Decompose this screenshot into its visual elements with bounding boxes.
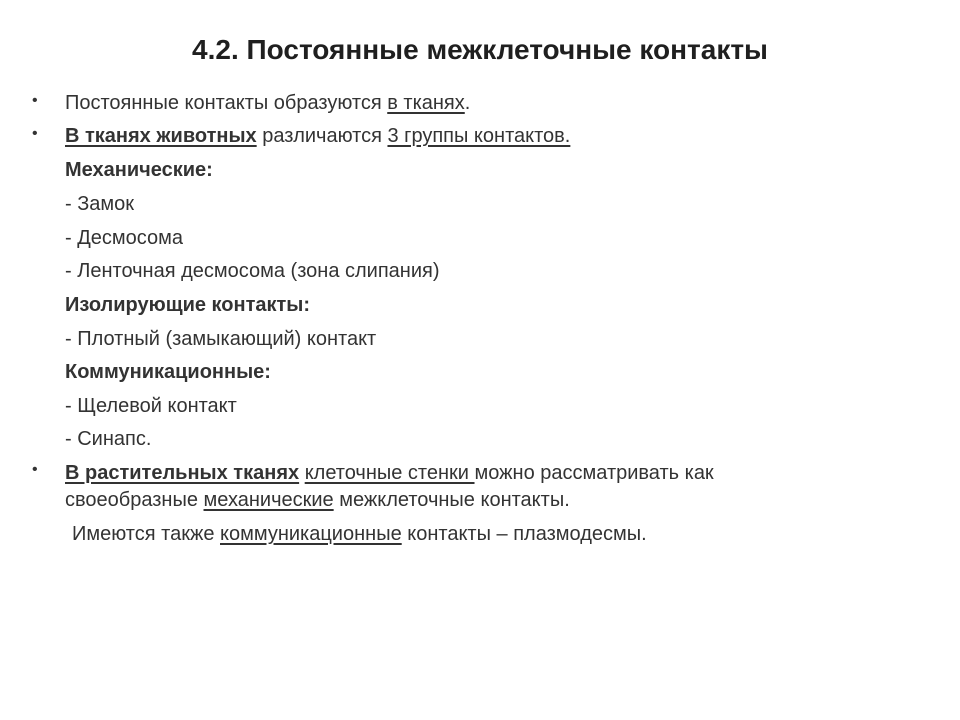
slide-title: 4.2. Постоянные межклеточные контакты (192, 34, 768, 65)
bullet-3-underlined: клеточные стенки (304, 462, 475, 484)
bullet-dot-3: • (32, 461, 38, 478)
paragraph-4-part-a: Имеются также (72, 523, 220, 545)
communication-item-1: - Щелевой контакт (65, 395, 237, 417)
bullet-2-part-b: различаются (256, 125, 388, 147)
bullet-3-part-d: можно рассматривать как (474, 462, 714, 484)
paragraph-4-underlined: коммуникационные (220, 523, 402, 545)
bullet-2-bold-underlined: В тканях животных (65, 125, 257, 147)
bullet-1-text (65, 90, 470, 116)
bullet-3-underlined-2: механические (203, 489, 334, 511)
bullet-3-line-1 (65, 460, 714, 486)
mechanical-item-3: - Ленточная десмосома (зона слипания) (65, 260, 440, 282)
bullet-2-underlined: 3 группы контактов. (387, 125, 571, 147)
communication-item-2: - Синапс. (65, 428, 152, 450)
mechanical-item-1: - Замок (65, 193, 135, 215)
bullet-dot-2: • (32, 125, 38, 142)
bullet-3-part-e: своеобразные (65, 489, 204, 511)
paragraph-4 (72, 521, 647, 547)
bullet-3-bold-underlined: В растительных тканях (65, 462, 300, 484)
isolating-item-1: - Плотный (замыкающий) контакт (65, 328, 377, 350)
communication-heading: Коммуникационные: (65, 361, 271, 383)
mechanical-item-2: - Десмосома (65, 227, 183, 249)
bullet-1-underlined: в тканях (387, 92, 465, 114)
mechanical-heading: Механические: (65, 159, 213, 181)
bullet-dot-1: • (32, 92, 38, 109)
bullet-3-line-2 (65, 487, 570, 513)
bullet-1-part-c: . (464, 92, 471, 114)
bullet-2-text (65, 123, 570, 149)
bullet-3-part-g: межклеточные контакты. (333, 489, 570, 511)
bullet-1-part-a: Постоянные контакты образуются (65, 92, 388, 114)
isolating-heading: Изолирующие контакты: (65, 294, 311, 316)
paragraph-4-part-c: контакты – плазмодесмы. (401, 523, 647, 545)
